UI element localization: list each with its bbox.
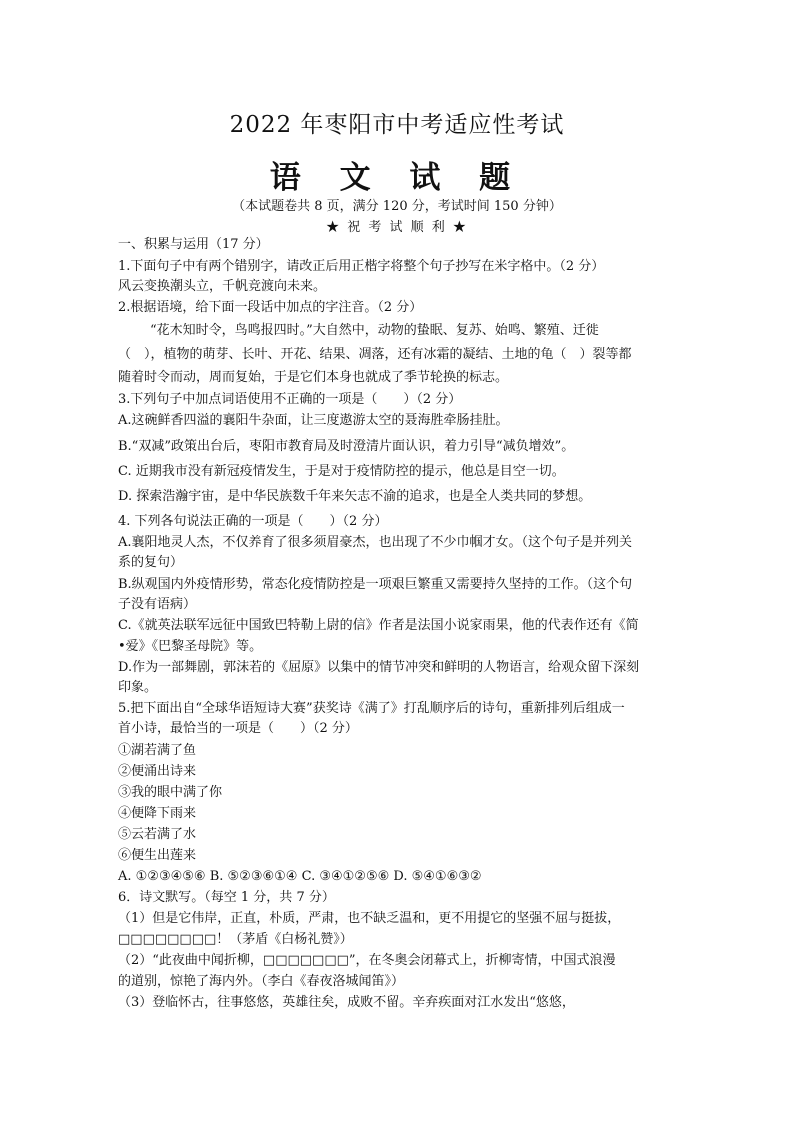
question-6: 6．诗文默写。（每空 1 分，共 7 分） <box>118 890 335 905</box>
question-5: 5.把下面出自“全球华语短诗大赛”获奖诗《满了》打乱顺序后的诗句，重新排列后组成一 <box>118 701 625 716</box>
question-6-part-1-blank: □□□□□□□□！（茅盾《白杨礼赞》） <box>118 932 353 947</box>
subject-title: 语 文 试 题 <box>269 160 525 196</box>
poem-line-3: ③我的眼中满了你 <box>118 785 223 800</box>
question-3-option-a: A.这碗鲜香四溢的襄阳牛杂面，让三度遨游太空的聂海胜牵肠挂肚。 <box>118 413 509 428</box>
question-4: 4. 下列各句说法正确的一项是（ ）（2 分） <box>118 514 388 529</box>
question-4-option-b-cont: 子没有语病） <box>118 597 197 612</box>
poem-line-2: ②便涌出诗来 <box>118 764 197 779</box>
good-luck-line: ★ 祝 考 试 顺 利 ★ <box>326 220 468 235</box>
question-2-text-line: （ ），植物的萌芽、长叶、开花、结果、凋落，还有冰霜的凝结、土地的龟（ ）裂等都 <box>118 347 632 362</box>
question-1-sentence: 风云变换潮头立，千帆竞渡向未来。 <box>118 279 327 294</box>
question-2-text-line: “花木知时令，鸟鸣报四时。”大自然中，动物的蛰眠、复苏、始鸣、繁殖、迁徙 <box>150 323 599 338</box>
question-4-option-b: B.纵观国内外疫情形势，常态化疫情防控是一项艰巨繁重又需要持久坚持的工作。（这个句 <box>118 577 633 592</box>
question-4-option-a: A.襄阳地灵人杰，不仅养育了很多须眉豪杰，也出现了不少巾帼才女。（这个句子是并列关 <box>118 535 633 550</box>
poem-line-1: ①湖若满了鱼 <box>118 743 197 758</box>
question-4-option-c: C.《就英法联军远征中国致巴特勒上尉的信》作者是法国小说家雨果，他的代表作还有《简 <box>118 618 639 633</box>
question-5-cont: 首小诗，最恰当的一项是（ ）（2 分） <box>118 721 358 736</box>
question-4-option-d: D.作为一部舞剧，郭沫若的《屈原》以集中的情节冲突和鲜明的人物语言，给观众留下深刻 <box>118 660 640 675</box>
exam-note: （本试题卷共 8 页，满分 120 分，考试时间 150 分钟） <box>232 199 562 214</box>
question-4-option-d-cont: 印象。 <box>118 680 158 695</box>
question-6-part-3: （3）登临怀古，往事悠悠，英雄往矣，成败不留。辛弃疾面对江水发出“悠悠， <box>118 995 575 1010</box>
question-2: 2.根据语境，给下面一段话中加点的字注音。（2 分） <box>118 300 423 315</box>
question-3-option-b: B.“双减”政策出台后，枣阳市教育局及时澄清片面认识，着力引导“减负增效”。 <box>118 439 575 454</box>
question-6-part-2: （2）“此夜曲中闻折柳，□□□□□□□”，在冬奥会闭幕式上，折柳寄情，中国式浪漫 <box>118 953 616 968</box>
question-6-part-1: （1）但是它伟岸，正直，朴质，严肃，也不缺乏温和，更不用提它的坚强不屈与挺拔， <box>118 911 621 926</box>
question-4-option-c-cont: •爱》《巴黎圣母院》等。 <box>118 639 263 654</box>
question-6-part-2-cont: 的道别，惊艳了海内外。（李白《春夜洛城闻笛》） <box>118 974 405 989</box>
poem-line-6: ⑥便生出莲来 <box>118 848 197 863</box>
question-1: 1.下面句子中有两个错别字，请改正后用正楷字将整个句子抄写在米字格中。（2 分） <box>118 259 605 274</box>
question-3: 3.下列句子中加点词语使用不正确的一项是（ ）（2 分） <box>118 392 462 407</box>
section-heading: 一、积累与运用（17 分） <box>118 237 269 252</box>
exam-title: 2022 年枣阳市中考适应性考试 <box>229 112 565 138</box>
question-5-options: A. ①②③④⑤⑥ B. ⑤②③⑥①④ C. ③④①②⑤⑥ D. ⑤④①⑥③② <box>118 869 482 884</box>
poem-line-4: ④便降下雨来 <box>118 806 197 821</box>
question-4-option-a-cont: 系的复句） <box>118 555 184 570</box>
question-3-option-d: D. 探索浩瀚宇宙，是中华民族数千年来矢志不渝的追求，也是全人类共同的梦想。 <box>118 489 592 504</box>
poem-line-5: ⑤云若满了水 <box>118 827 197 842</box>
question-3-option-c: C. 近期我市没有新冠疫情发生，于是对于疫情防控的提示，他总是目空一切。 <box>118 464 565 479</box>
question-2-text-line: 随着时令而动，周而复始，于是它们本身也就成了季节轮换的标志。 <box>118 370 509 385</box>
